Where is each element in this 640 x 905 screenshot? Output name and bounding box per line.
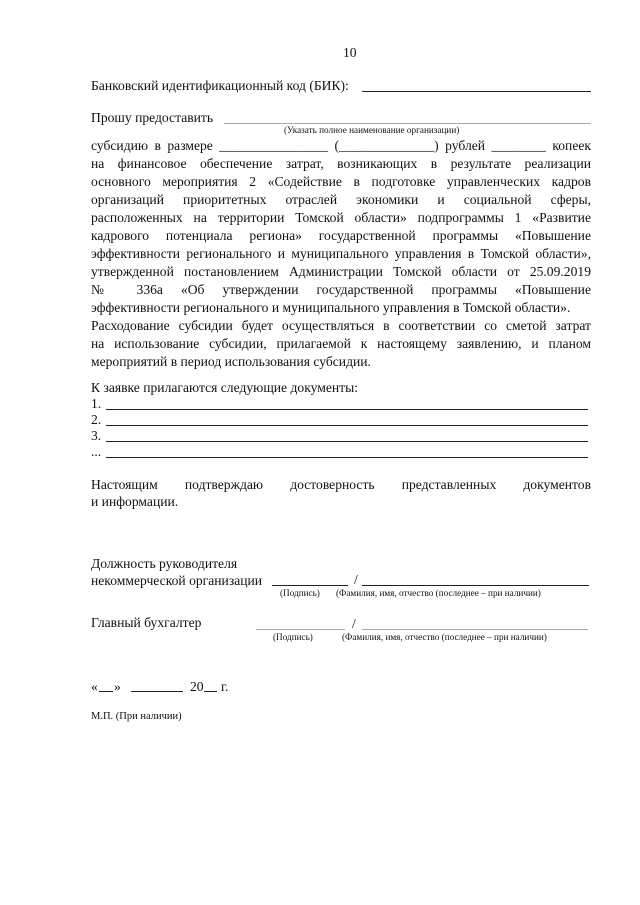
- subsidy-line: утвержденной постановлением Администрации Томской области от 25.09.2019: [91, 264, 591, 279]
- date-open-quote: «: [91, 679, 98, 694]
- accountant-name-line[interactable]: [362, 629, 588, 630]
- spending-paragraph: [91, 317, 591, 371]
- signature-hint: (Подпись): [280, 588, 320, 598]
- date-year-prefix: 20: [190, 679, 204, 694]
- subsidy-line: организаций приоритетных отраслей экономики и социальной сферы,: [91, 192, 591, 207]
- organization-name-line[interactable]: [224, 123, 591, 124]
- spending-line: на использование субсидии, прилагаемой к настоящему заявлению, и планом: [91, 336, 591, 351]
- date-year-line[interactable]: [204, 691, 217, 692]
- subsidy-line: эффективности регионального и муниципального управления в Томской области».: [91, 300, 571, 315]
- attachment-input-line[interactable]: [106, 425, 588, 426]
- spending-line: мероприятий в период использования субсидии.: [91, 354, 371, 369]
- head-organization-label: некоммерческой организации: [91, 573, 263, 588]
- subsidy-line: основного мероприятия 2 «Содействие в подготовке управленческих кадров: [91, 174, 591, 189]
- organization-name-hint: (Указать полное наименование организации): [284, 125, 460, 135]
- attachment-input-line[interactable]: [106, 457, 588, 458]
- name-hint: (Фамилия, имя, отчество (последнее – при наличии): [336, 588, 541, 598]
- signature-hint: (Подпись): [273, 632, 313, 642]
- accountant-signature-line[interactable]: [256, 629, 345, 630]
- attachment-number: 3.: [91, 428, 102, 443]
- head-position-label: Должность руководителя: [91, 556, 238, 571]
- attachment-number: 1.: [91, 396, 102, 411]
- attachment-number: 2.: [91, 412, 102, 427]
- subsidy-line: расположенных на территории Томской области» подпрограммы 1 «Развитие: [91, 210, 591, 225]
- signature-slash: /: [352, 616, 356, 631]
- subsidy-line: субсидию в размере ________________ (______________) рублей ________ копеек: [91, 138, 591, 153]
- chief-accountant-label: Главный бухгалтер: [91, 615, 202, 630]
- date-year-suffix: г.: [221, 679, 229, 694]
- confirmation-line: и информации.: [91, 494, 179, 509]
- attachment-input-line[interactable]: [106, 409, 588, 410]
- stamp-note: М.П. (При наличии): [91, 711, 182, 722]
- attachment-input-line[interactable]: [106, 441, 588, 442]
- attachment-number: ...: [91, 444, 102, 459]
- spending-line: Расходование субсидии будет осуществляться в соответствии со сметой затрат: [91, 318, 591, 333]
- signature-slash: /: [354, 572, 358, 587]
- subsidy-paragraph: [91, 137, 591, 317]
- page-number: 10: [343, 45, 357, 60]
- subsidy-line: № 336а «Об утверждении государственной программы «Повышение: [91, 282, 591, 297]
- bik-input-line[interactable]: [362, 91, 591, 92]
- subsidy-line: кадрового потенциала региона» государственной программы «Повышение: [91, 228, 591, 243]
- subsidy-line: эффективности регионального и муниципального управления в Томской области»,: [91, 246, 591, 261]
- date-day-line[interactable]: [99, 691, 113, 692]
- head-name-line[interactable]: [362, 585, 589, 586]
- confirmation-line: Настоящим подтверждаю достоверность представленных документов: [91, 477, 591, 492]
- date-month-line[interactable]: [131, 691, 183, 692]
- attachments-heading: К заявке прилагаются следующие документы:: [91, 380, 358, 395]
- head-signature-line[interactable]: [272, 585, 348, 586]
- name-hint: (Фамилия, имя, отчество (последнее – при наличии): [342, 632, 547, 642]
- request-label: Прошу предоставить: [91, 110, 214, 125]
- date-close-quote: »: [114, 679, 121, 694]
- subsidy-line: на финансовое обеспечение затрат, возникающих в результате реализации: [91, 156, 591, 171]
- bik-label: Банковский идентификационный код (БИК):: [91, 78, 349, 93]
